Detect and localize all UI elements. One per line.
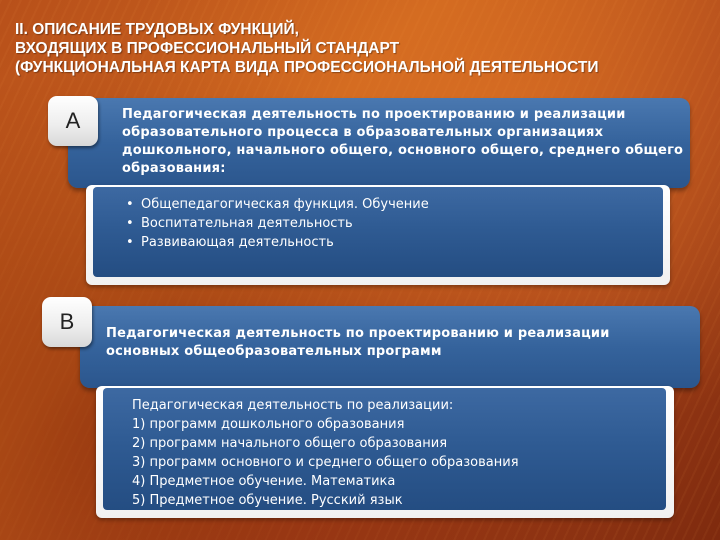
section-a-header-line: образования: (122, 161, 226, 176)
section-a-header-line: Педагогическая деятельность по проектированию и реализации (122, 107, 626, 122)
list-item: 1) программ дошкольного образования (132, 417, 405, 432)
section-b-header-line: Педагогическая деятельность по проектированию и реализации (106, 326, 610, 341)
section-b-letter: B (59, 309, 75, 334)
section-a-header-line: образовательного процесса в образовательных организациях (122, 125, 604, 140)
title-line-2: ВХОДЯЩИХ В ПРОФЕССИОНАЛЬНЫЙ СТАНДАРТ (15, 40, 400, 57)
title-line-1: II. ОПИСАНИЕ ТРУДОВЫХ ФУНКЦИЙ, (15, 21, 299, 38)
list-item: 5) Предметное обучение. Русский язык (132, 493, 403, 508)
section-a-letter: A (65, 108, 81, 133)
section-b-lines (132, 396, 519, 510)
list-item: • Развивающая деятельность (126, 233, 429, 252)
list-item: 3) программ основного и среднего общего образования (132, 455, 519, 470)
section-a-header-text (122, 106, 683, 178)
section-b-header-line: основных общеобразовательных программ (106, 344, 442, 359)
section-b-letter-badge (42, 297, 92, 347)
list-item: • Воспитательная деятельность (126, 214, 429, 233)
section-a-letter-badge (48, 96, 98, 146)
section-b-header-text (106, 325, 610, 361)
list-item: Педагогическая деятельность по реализации: (132, 398, 454, 413)
list-item: 4) Предметное обучение. Математика (132, 474, 396, 489)
page-title (15, 20, 715, 77)
title-line-3: (ФУНКЦИОНАЛЬНАЯ КАРТА ВИДА ПРОФЕССИОНАЛЬНОЙ ДЕЯТЕЛЬНОСТИ (15, 59, 599, 76)
section-a-list (126, 195, 429, 252)
list-item: • Общепедагогическая функция. Обучение (126, 195, 429, 214)
section-a-header-line: дошкольного, начального общего, основного общего, среднего общего (122, 143, 684, 158)
list-item: 2) программ начального общего образования (132, 436, 448, 451)
